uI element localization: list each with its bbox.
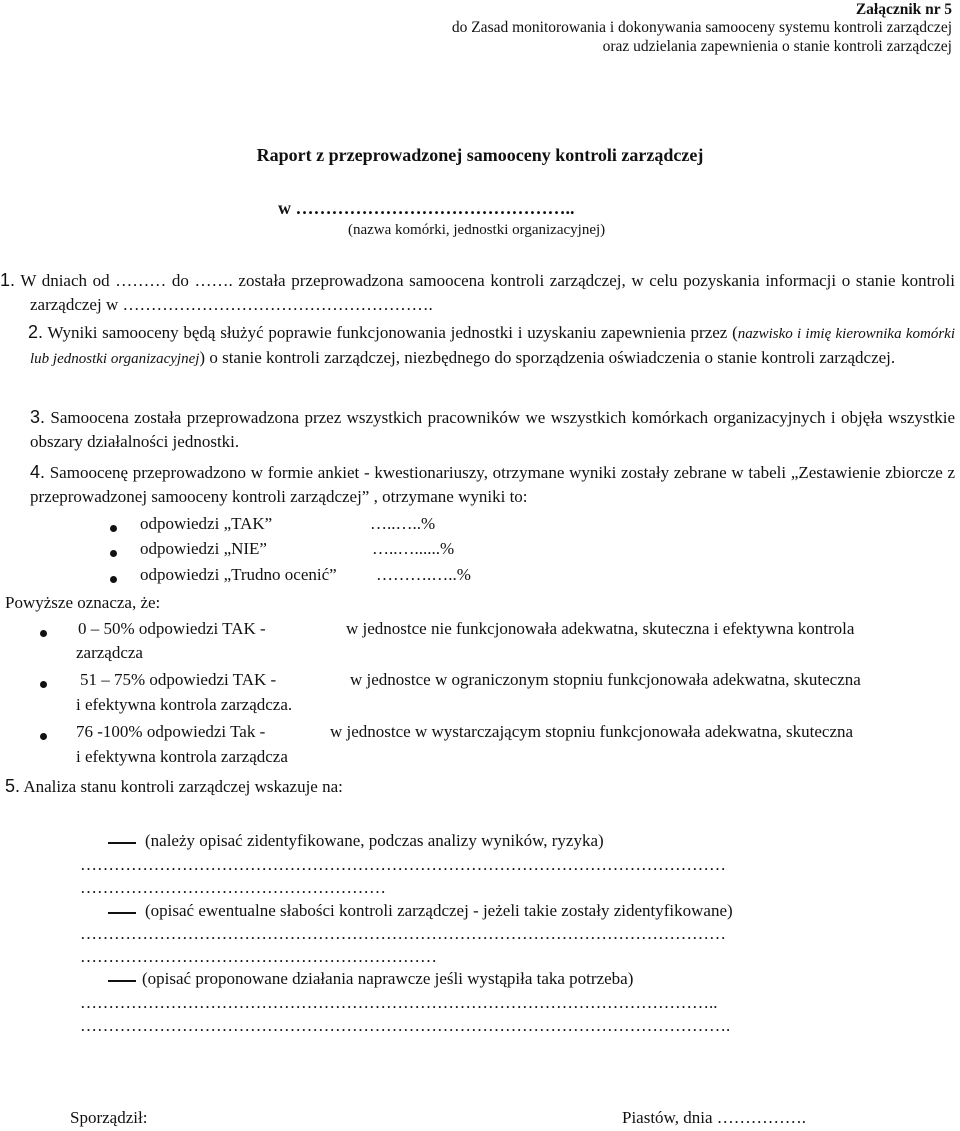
answer-hard-value: ……….…..% (376, 565, 471, 584)
range-1-desc-cont: zarządcza (76, 643, 143, 662)
bullet-icon (110, 576, 117, 583)
answer-no-label: odpowiedzi „NIE” (140, 539, 267, 558)
analysis-risks-dots-1: …………………………………………………………………………………………………… (80, 855, 726, 874)
prepared-by-label: Sporządził: (70, 1108, 148, 1127)
point-5 (5, 776, 343, 797)
point-4-text: Samoocenę przeprowadzono w formie ankiet - kwestionariuszy, otrzymane wyniki zostały zebrane w tabeli „Zestawienie zbiorcze z przeprowadzonej samooceny kontroli zarządczej” , otrzymane wyniki to: (30, 463, 955, 506)
answer-no-value: …..…......% (372, 539, 455, 558)
point-3-text: Samoocena została przeprowadzona przez wszystkich pracowników we wszystkich komórkach organizacyjnych i objęła wszystkie obszary działalności jednostki. (30, 408, 955, 451)
unit-name-caption: (nazwa komórki, jednostki organizacyjnej) (348, 222, 606, 238)
document-title: Raport z przeprowadzonej samooceny kontroli zarządczej (256, 145, 704, 165)
answer-hard-label: odpowiedzi „Trudno ocenić” (140, 565, 337, 584)
point-4-number: 4. (30, 462, 46, 482)
bullet-icon (40, 630, 47, 637)
analysis-weakness-label: (opisać ewentualne słabości kontroli zarządczej - jeżeli takie zostały zidentyfikowane) (145, 901, 733, 920)
range-2: 51 – 75% odpowiedzi TAK - (80, 670, 277, 689)
point-2-text-b: ) o stanie kontroli zarządczej, niezbędnego do sporządzenia oświadczenia o stanie kontroli zarządczej. (199, 348, 896, 367)
range-3-desc-cont: i efektywna kontrola zarządcza (76, 747, 288, 766)
dash-icon (108, 912, 136, 914)
point-2 (30, 320, 955, 371)
analysis-weakness-dots-1: …………………………………………………………………………………………………… (80, 924, 726, 943)
point-3-number: 3. (30, 407, 46, 427)
range-1-desc: w jednostce nie funkcjonowała adekwatna, skuteczna i efektywna kontrola (346, 619, 855, 638)
point-1-number: 1. (0, 270, 16, 290)
range-2-desc-cont: i efektywna kontrola zarządcza. (76, 695, 293, 714)
analysis-actions-dots-2: ……………………………………………………………………………………………………. (80, 1016, 731, 1035)
dash-icon (108, 842, 136, 844)
bullet-icon (40, 681, 47, 688)
answer-yes-label: odpowiedzi „TAK” (140, 514, 273, 533)
attachment-label: Załącznik nr 5 (855, 1, 952, 18)
analysis-actions-dots-1: ………………………………………………………………………………………………….. (80, 993, 718, 1012)
bullet-icon (40, 733, 47, 740)
analysis-actions-label: (opisać proponowane działania naprawcze jeśli wystąpiła taka potrzeba) (142, 969, 634, 988)
dash-icon (108, 980, 136, 982)
range-1: 0 – 50% odpowiedzi TAK - (78, 619, 266, 638)
range-2-desc: w jednostce w ograniczonym stopniu funkcjonowała adekwatna, skuteczna (350, 670, 861, 689)
place-date-label: Piastów, dnia ……………. (622, 1108, 807, 1127)
analysis-risks-label: (należy opisać zidentyfikowane, podczas analizy wyników, ryzyka) (145, 831, 604, 850)
range-3: 76 -100% odpowiedzi Tak - (76, 722, 266, 741)
point-4 (30, 460, 955, 509)
point-2-number: 2. (28, 322, 44, 342)
range-3-desc: w jednostce w wystarczającym stopniu funkcjonowała adekwatna, skuteczna (330, 722, 854, 741)
analysis-risks-dots-2: ……………………………………………… (80, 878, 386, 897)
bullet-icon (110, 550, 117, 557)
bullet-icon (110, 525, 117, 532)
point-2-italic: nazwisko i imię kierownika komórki lub jednostki organizacyjnej (30, 326, 955, 367)
point-3 (30, 405, 955, 454)
header-line-1: do Zasad monitorowania i dokonywania samooceny systemu kontroli zarządczej (451, 19, 952, 36)
means-label: Powyższe oznacza, że: (5, 593, 161, 612)
point-1 (0, 268, 955, 317)
analysis-weakness-dots-2: ……………………………………………………… (80, 947, 437, 966)
answer-yes-value: …..…..% (370, 514, 436, 533)
point-1-text: W dniach od ……… do ……. została przeprowadzona samoocena kontroli zarządczej, w celu pozyskania informacji o stanie kontroli zarządczej w ………………………………………………. (20, 271, 955, 314)
unit-name-line: w ……………………………………….. (278, 198, 575, 218)
point-5-text: Analiza stanu kontroli zarządczej wskazuje na: (23, 777, 343, 796)
point-5-number: 5. (5, 776, 21, 796)
header-line-2: oraz udzielania zapewnienia o stanie kontroli zarządczej (602, 38, 952, 55)
point-2-text-a: Wyniki samooceny będą służyć poprawie funkcjonowania jednostki i uzyskaniu zapewnienia przez ( (47, 323, 738, 342)
